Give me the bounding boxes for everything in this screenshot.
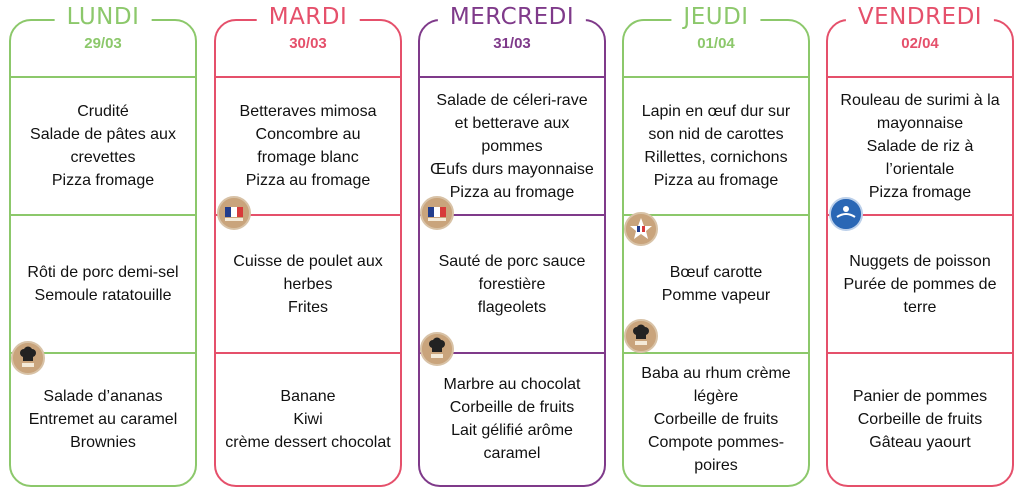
day-name: VENDREDI (857, 4, 983, 30)
menu-item: Pizza au fromage (245, 172, 371, 189)
menu-starters (220, 78, 396, 214)
menu-item: crevettes (70, 149, 136, 166)
menu-item: fromage blanc (257, 149, 359, 166)
menu-desserts (832, 354, 1008, 484)
menu-item: Concombre au (255, 126, 361, 143)
menu-item: Rôti de porc demi-sel (27, 264, 179, 281)
menu-item: crème dessert chocolat (225, 433, 391, 451)
menu-item: Betteraves mimosa (239, 103, 377, 120)
chef-hat-icon (11, 341, 45, 375)
menu-item: Lapin en œuf dur sur (641, 103, 791, 120)
menu-item: Marbre au chocolat (443, 376, 581, 393)
menu-desserts (15, 354, 191, 484)
menu-item: Bœuf carotte (669, 264, 763, 281)
menu-item: Corbeille de fruits (857, 410, 983, 428)
menu-item: son nid de carottes (648, 126, 784, 143)
menu-item: Salade de pâtes aux (30, 126, 176, 143)
menu-item: Semoule ratatouille (34, 287, 172, 304)
menu-item: Rillettes, cornichons (644, 149, 788, 166)
menu-item: et betterave aux (454, 114, 570, 132)
day-header (257, 2, 360, 53)
menu-item: Corbeille de fruits (449, 399, 575, 416)
day-date: 31/03 (493, 35, 531, 52)
menu-item: Kiwi (293, 410, 323, 428)
menu-item: Banane (280, 387, 336, 405)
day-header (55, 2, 152, 53)
day-header (671, 2, 760, 53)
day-name: LUNDI (66, 4, 140, 30)
day-date: 29/03 (84, 35, 122, 52)
french-meat-label-icon (420, 196, 454, 230)
menu-item: caramel (483, 445, 541, 462)
day-header (438, 2, 586, 53)
menu-item: terre (903, 298, 937, 316)
menu-item: Frites (288, 298, 328, 316)
menu-item: l’orientale (885, 160, 955, 178)
menu-item: Panier de pommes (852, 387, 988, 405)
menu-item: légère (693, 387, 739, 405)
menu-item: Nuggets de poisson (849, 252, 991, 270)
day-date: 01/04 (697, 35, 735, 52)
menu-item: Entremet au caramel (28, 410, 178, 428)
menu-mains (15, 216, 191, 352)
day-column-vendredi (826, 4, 1014, 487)
day-name: MARDI (268, 4, 348, 30)
day-column-mardi (214, 4, 402, 487)
menu-item: Salade de céleri-rave (436, 91, 588, 109)
menu-item: Purée de pommes de (843, 275, 997, 293)
menu-item: mayonnaise (876, 114, 964, 132)
menu-item: Lait gélifié arôme (451, 422, 573, 439)
menu-starters (832, 78, 1008, 214)
menu-item: herbes (283, 275, 333, 293)
menu-item: Gâteau yaourt (869, 433, 971, 451)
menu-mains (220, 216, 396, 352)
menu-item: Salade de riz à (866, 137, 974, 155)
menu-item: Crudité (77, 103, 129, 120)
day-column-lundi (9, 4, 197, 487)
menu-item: flageolets (477, 298, 547, 316)
menu-starters (628, 78, 804, 214)
menu-item: Baba au rhum crème (641, 364, 791, 382)
menu-item: Pizza au fromage (449, 183, 575, 201)
menu-starters (15, 78, 191, 214)
menu-item: Pizza au fromage (653, 172, 779, 189)
day-name: JEUDI (683, 4, 749, 30)
chef-hat-icon (624, 319, 658, 353)
chef-hat-icon (420, 332, 454, 366)
menu-item: forestière (478, 275, 546, 293)
menu-item: Sauté de porc sauce (438, 252, 586, 270)
day-header (846, 2, 994, 53)
menu-starters (424, 78, 600, 214)
day-column-mercredi (418, 4, 606, 487)
menu-item: pommes (481, 137, 543, 155)
day-date: 02/04 (901, 35, 939, 52)
menu-mains (832, 216, 1008, 352)
menu-mains (424, 216, 600, 352)
menu-item: Rouleau de surimi à la (840, 91, 1000, 109)
menu-item: Brownies (70, 433, 136, 451)
menu-item: Pizza fromage (51, 172, 155, 189)
menu-desserts (628, 354, 804, 484)
day-column-jeudi (622, 4, 810, 487)
menu-item: Œufs durs mayonnaise (430, 160, 594, 178)
menu-desserts (220, 354, 396, 484)
menu-item: Cuisse de poulet aux (233, 252, 383, 270)
menu-item: Pizza fromage (868, 183, 972, 201)
french-meat-label-icon (217, 196, 251, 230)
sustainable-fishing-label-icon (829, 197, 863, 231)
french-star-label-icon (624, 212, 658, 246)
menu-item: Corbeille de fruits (653, 410, 779, 428)
menu-item: Salade d’ananas (43, 387, 163, 405)
menu-item: Compote pommes- (647, 433, 785, 451)
menu-item: poires (694, 456, 738, 474)
day-date: 30/03 (289, 35, 327, 52)
menu-item: Pomme vapeur (661, 287, 771, 304)
day-name: MERCREDI (449, 4, 575, 30)
menu-desserts (424, 354, 600, 484)
